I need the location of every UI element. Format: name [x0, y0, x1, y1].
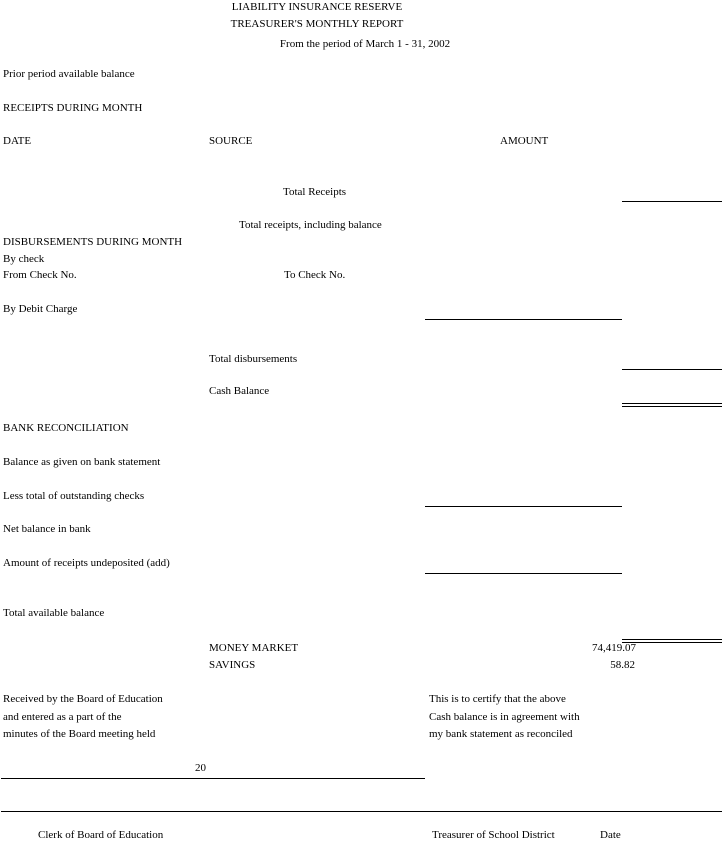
total-receipts-line [622, 201, 722, 202]
bank-reconciliation-heading: BANK RECONCILIATION [3, 422, 129, 434]
debit-line [425, 319, 622, 320]
total-disbursements-label: Total disbursements [209, 353, 298, 365]
cash-balance-label: Cash Balance [209, 385, 270, 397]
total-disbursements-line [622, 369, 722, 370]
receipts-heading: RECEIPTS DURING MONTH [3, 102, 143, 114]
account-name: SAVINGS [209, 659, 256, 671]
signature-line [1, 811, 722, 812]
col-date-header: DATE [3, 135, 32, 147]
by-debit-label: By Debit Charge [3, 303, 78, 315]
by-check-label: By check [3, 253, 45, 265]
treasurer-cert-line2: Cash balance is in agreement with [429, 711, 580, 723]
treasurer-cert-line3: my bank statement as reconciled [429, 728, 573, 740]
outstanding-line [425, 506, 622, 507]
col-amount-header: AMOUNT [500, 135, 549, 147]
date-signature-label: Date [600, 829, 621, 841]
total-receipts-incl-label: Total receipts, including balance [239, 219, 382, 231]
net-balance-label: Net balance in bank [3, 523, 91, 535]
clerk-signature-label: Clerk of Board of Education [38, 829, 164, 841]
less-outstanding-label: Less total of outstanding checks [3, 490, 145, 502]
board-cert-line3: minutes of the Board meeting held [3, 728, 156, 740]
total-available-double-line [622, 639, 722, 643]
total-available-label: Total available balance [3, 607, 105, 619]
treasurer-cert-line1: This is to certify that the above [429, 693, 566, 705]
year-prefix: 20 [195, 762, 206, 774]
total-receipts-label: Total Receipts [283, 186, 347, 198]
treasurer-signature-label: Treasurer of School District [432, 829, 555, 841]
to-check-label: To Check No. [284, 269, 346, 281]
report-subtitle: TREASURER'S MONTHLY REPORT [230, 18, 404, 30]
meeting-date-line [1, 778, 425, 779]
account-amount: 74,419.07 [592, 642, 636, 654]
cash-balance-double-line [622, 403, 722, 407]
account-amount: 58.82 [610, 659, 635, 671]
report-title: LIABILITY INSURANCE RESERVE [231, 1, 403, 13]
receipts-undeposited-label: Amount of receipts undeposited (add) [3, 557, 170, 569]
balance-statement-label: Balance as given on bank statement [3, 456, 161, 468]
account-name: MONEY MARKET [209, 642, 299, 654]
disbursements-heading: DISBURSEMENTS DURING MONTH [3, 236, 183, 248]
report-period: From the period of March 1 - 31, 2002 [279, 38, 451, 50]
prior-balance-label: Prior period available balance [3, 68, 135, 80]
board-cert-line1: Received by the Board of Education [3, 693, 163, 705]
from-check-label: From Check No. [3, 269, 77, 281]
col-source-header: SOURCE [209, 135, 253, 147]
undeposited-line [425, 573, 622, 574]
board-cert-line2: and entered as a part of the [3, 711, 122, 723]
